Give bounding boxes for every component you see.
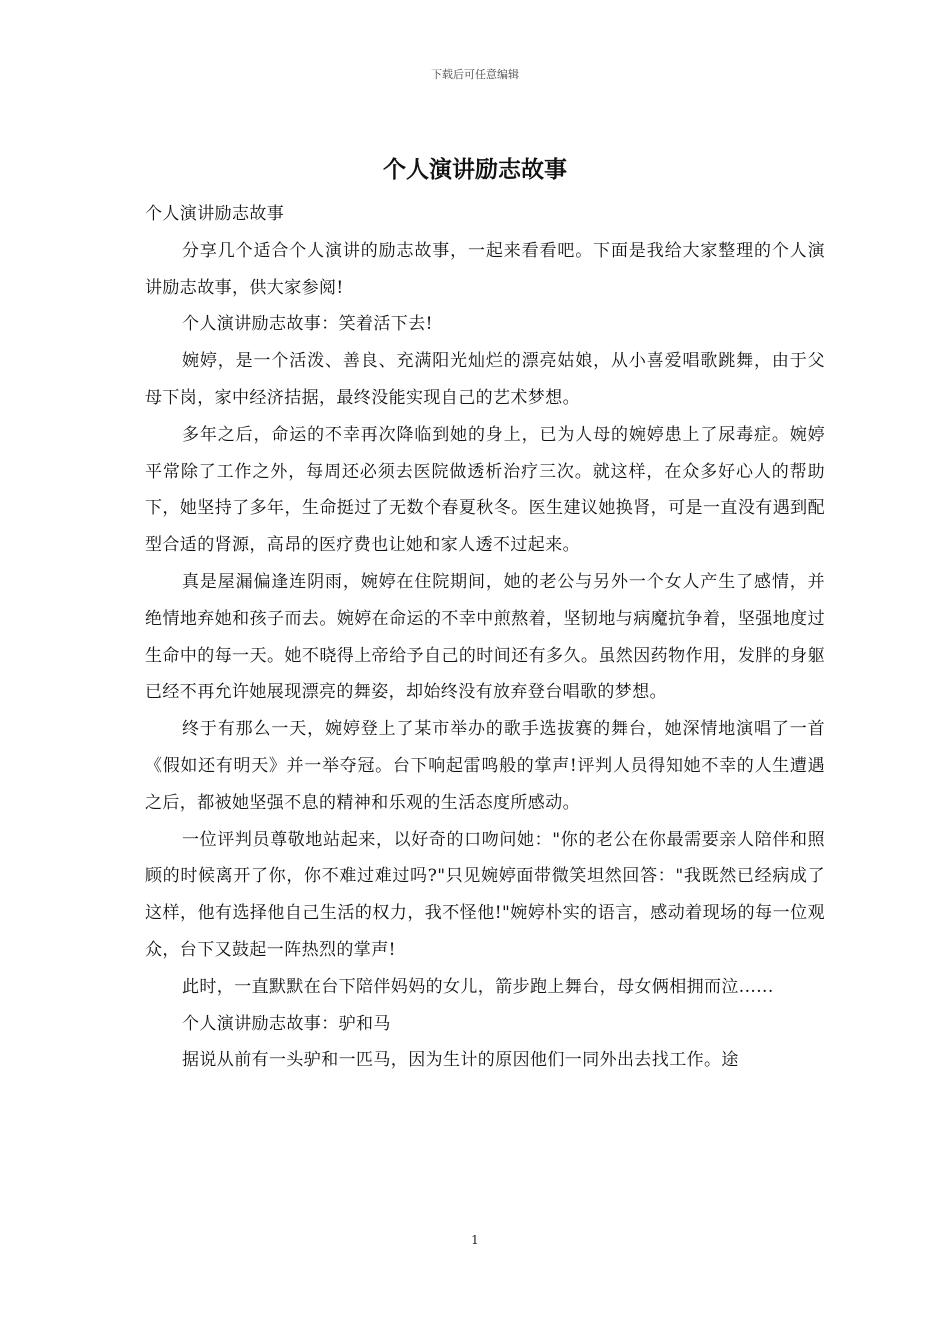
paragraph: 真是屋漏偏逢连阴雨，婉婷在住院期间，她的老公与另外一个女人产生了感情，并绝情地弃她和孩子而去。婉婷在命运的不幸中煎熬着，坚韧地与病魔抗争着，坚强地度过生命中的每一天。她不晓得上帝给予自己的时间还有多久。虽然因药物作用，发胖的身躯已经不再允许她展现漂亮的舞姿，却始终没有放弃登台唱歌的梦想。 [145, 571, 825, 703]
page-header: 下载后可任意编辑 [431, 68, 519, 81]
story-heading: 个人演讲励志故事：笑着活下去! [182, 314, 433, 335]
section-heading: 个人演讲励志故事 [145, 204, 285, 224]
paragraph: 婉婷，是一个活泼、善良、充满阳光灿烂的漂亮姑娘，从小喜爱唱歌跳舞，由于父母下岗，家中经济拮据，最终没能实现自己的艺术梦想。 [145, 351, 825, 408]
paragraph: 此时，一直默默在台下陪伴妈妈的女儿，箭步跑上舞台，母女俩相拥而泣...... [182, 976, 774, 997]
document-title: 个人演讲励志故事 [383, 156, 567, 183]
paragraph: 一位评判员尊敬地站起来，以好奇的口吻问她："你的老公在你最需要亲人陪伴和照顾的时候离开了你，你不难过难过吗?"只见婉婷面带微笑坦然回答："我既然已经病成了这样，他有选择他自己生活的权力，我不怪他!"婉婷朴实的语言，感动着现场的每一位观众，台下又鼓起一阵热烈的掌声! [145, 829, 825, 960]
paragraph: 终于有那么一天，婉婷登上了某市举办的歌手选拔赛的舞台，她深情地演唱了一首《假如还有明天》并一举夺冠。台下响起雷鸣般的掌声!评判人员得知她不幸的人生遭遇之后，都被她坚强不息的精神和乐观的生活态度所感动。 [145, 719, 825, 813]
paragraph: 多年之后，命运的不幸再次降临到她的身上，已为人母的婉婷患上了尿毒症。婉婷平常除了工作之外，每周还必须去医院做透析治疗三次。就这样，在众多好心人的帮助下，她坚持了多年，生命挺过了无数个春夏秋冬。医生建议她换肾，可是一直没有遇到配型合适的肾源，高昂的医疗费也让她和家人透不过起来。 [145, 424, 825, 556]
page-number: 1 [471, 1233, 479, 1247]
paragraph: 分享几个适合个人演讲的励志故事，一起来看看吧。下面是我给大家整理的个人演讲励志故事，供大家参阅! [145, 240, 825, 298]
document-body [145, 196, 825, 1079]
story-heading: 个人演讲励志故事：驴和马 [182, 1013, 391, 1034]
paragraph: 据说从前有一头驴和一匹马，因为生计的原因他们一同外出去找工作。途 [182, 1050, 739, 1071]
